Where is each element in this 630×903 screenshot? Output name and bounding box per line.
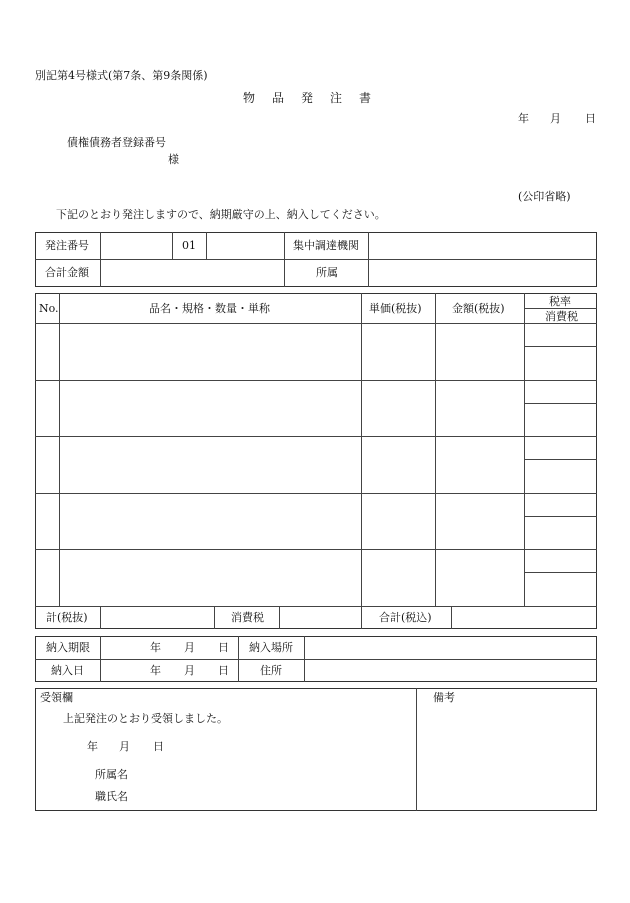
grand-total-label: 合計(税込) [379,611,432,624]
delivery-place-field[interactable] [305,637,596,658]
receipt-section-label: 受領欄 [40,691,73,704]
order-number-field[interactable] [101,233,171,258]
deadline-month: 月 [184,641,195,654]
col-amount-header: 金額(税抜) [452,302,505,315]
delivery-day: 日 [218,664,229,677]
delivery-place-label: 納入場所 [249,641,293,654]
delivery-date-label: 納入日 [51,664,84,677]
procurement-agency-label: 集中調達機関 [293,239,359,252]
delivery-month: 月 [184,664,195,677]
seal-omitted-note: (公印省略) [518,190,571,203]
total-amount-field[interactable] [101,260,283,286]
department-field[interactable] [369,260,596,286]
item-row[interactable] [36,437,596,493]
date-year-label: 年 [518,112,529,125]
item-row[interactable] [36,550,596,606]
delivery-year: 年 [150,664,161,677]
col-unit-price-header: 単価(税抜) [369,302,422,315]
col-item-header: 品名・規格・数量・単称 [149,302,270,315]
receipt-statement: 上記発注のとおり受領しました。 [63,712,228,725]
item-row[interactable] [36,381,596,436]
receipt-day: 日 [153,740,164,753]
order-number-label: 発注番号 [45,239,89,252]
grand-total-field[interactable] [452,607,596,628]
delivery-deadline-label: 納入期限 [46,641,90,654]
date-month-label: 月 [550,112,561,125]
procurement-agency-field[interactable] [369,233,596,258]
form-reference: 別記第4号様式(第7条、第9条関係) [35,69,208,82]
remarks-field[interactable] [417,705,596,810]
subtotal-label: 計(税抜) [46,611,88,624]
receipt-year: 年 [87,740,98,753]
item-row[interactable] [36,324,596,380]
page-title: 物品発注書 [243,91,389,105]
item-row[interactable] [36,494,596,549]
order-number-prefix: 01 [182,239,196,252]
col-tax-rate-header: 税率 [549,295,571,308]
deadline-day: 日 [218,641,229,654]
address-label: 住所 [260,664,282,677]
intro-text: 下記のとおり発注しますので、納期厳守の上、納入してください。 [56,208,386,221]
creditor-registration-label: 債権債務者登録番号 [67,136,166,149]
deadline-year: 年 [150,641,161,654]
consumption-tax-field[interactable] [280,607,360,628]
date-day-label: 日 [585,112,596,125]
order-number-suffix-field[interactable] [207,233,283,258]
staff-name-label: 職氏名 [95,790,128,803]
col-consumption-tax-header: 消費税 [545,310,578,323]
receipt-month: 月 [119,740,130,753]
col-no-header: No. [39,302,59,315]
department-label: 所属 [316,266,338,279]
remarks-label: 備考 [433,691,455,704]
honorific-sama: 様 [168,153,179,166]
subtotal-field[interactable] [101,607,213,628]
total-amount-label: 合計金額 [45,266,89,279]
address-field[interactable] [305,660,596,681]
consumption-tax-label: 消費税 [231,611,264,624]
org-name-label: 所属名 [95,768,128,781]
